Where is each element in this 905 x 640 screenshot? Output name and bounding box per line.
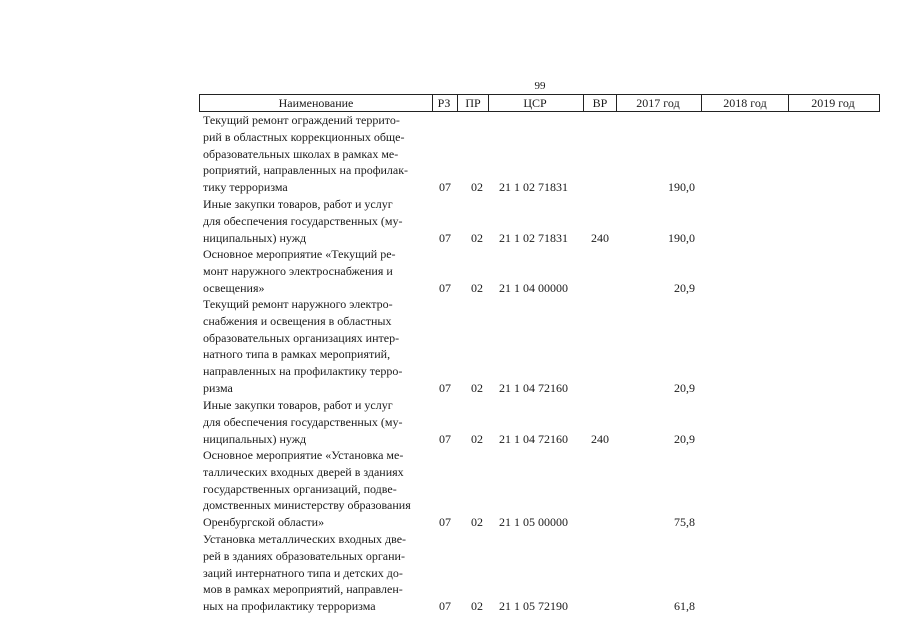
table-row: [203, 531, 883, 615]
row-csr: 21 1 05 72190: [499, 599, 568, 614]
header-vr: ВР: [583, 94, 617, 112]
row-csr: 21 1 04 00000: [499, 280, 568, 295]
row-2017: 190,0: [668, 180, 695, 195]
row-csr: 21 1 02 71831: [499, 180, 568, 195]
row-2017: 61,8: [674, 599, 695, 614]
row-rz: 07: [439, 431, 451, 446]
header-rz: РЗ: [431, 94, 457, 112]
table-row: [203, 196, 883, 246]
row-name: Иные закупки товаров, работ и услуг для обеспечения государственных (му- ниципальных) нужд: [203, 197, 403, 245]
header-2018: 2018 год: [701, 94, 789, 112]
row-pr: 02: [471, 280, 483, 295]
row-pr: 02: [471, 431, 483, 446]
row-vr: 240: [591, 230, 609, 245]
table-header: [199, 94, 879, 110]
row-rz: 07: [439, 380, 451, 395]
page-number: 99: [534, 80, 546, 92]
table-row: [203, 112, 883, 196]
row-rz: 07: [439, 230, 451, 245]
row-pr: 02: [471, 515, 483, 530]
row-2017: 75,8: [674, 515, 695, 530]
row-2017: 20,9: [674, 280, 695, 295]
row-pr: 02: [471, 180, 483, 195]
table-row: [203, 397, 883, 447]
row-name: Текущий ремонт ограждений террито- рий в областных коррекционных обще- образовательных школах в рамках ме- роприятий, направленных на профилак- тику терроризма: [203, 113, 409, 195]
header-2019: 2019 год: [787, 94, 880, 112]
row-csr: 21 1 02 71831: [499, 230, 568, 245]
row-rz: 07: [439, 599, 451, 614]
row-2017: 20,9: [674, 380, 695, 395]
row-vr: 240: [591, 431, 609, 446]
row-name: Текущий ремонт наружного электро- снабжения и освещения в областных образовательных организациях интер- натного типа в рамках мероприятий, направленных на профилактику терро- ризма: [203, 297, 403, 395]
row-pr: 02: [471, 230, 483, 245]
row-2017: 190,0: [668, 230, 695, 245]
row-csr: 21 1 04 72160: [499, 431, 568, 446]
row-pr: 02: [471, 599, 483, 614]
row-name: Иные закупки товаров, работ и услуг для обеспечения государственных (му- ниципальных) нужд: [203, 398, 403, 446]
row-2017: 20,9: [674, 431, 695, 446]
table-row: [203, 447, 883, 531]
row-rz: 07: [439, 180, 451, 195]
table-row: [203, 246, 883, 296]
header-csr: ЦСР: [487, 94, 583, 112]
header-pr: ПР: [457, 94, 489, 112]
row-pr: 02: [471, 380, 483, 395]
row-rz: 07: [439, 515, 451, 530]
row-name: Основное мероприятие «Текущий ре- монт наружного электроснабжения и освещения»: [203, 247, 396, 295]
row-name: Установка металлических входных две- рей в зданиях образовательных органи- заций интернатного типа и детских до- мов в рамках мероприятий, направлен- ных на профилактику терроризма: [203, 532, 407, 614]
header-name: Наименование: [199, 94, 433, 112]
row-rz: 07: [439, 280, 451, 295]
row-csr: 21 1 05 00000: [499, 515, 568, 530]
row-csr: 21 1 04 72160: [499, 380, 568, 395]
table-row: [203, 296, 883, 397]
row-name: Основное мероприятие «Установка ме- таллических входных дверей в зданиях государственных организаций, подве- домственных министерству образования Оренбургской области»: [203, 448, 411, 530]
header-2017: 2017 год: [615, 94, 701, 112]
